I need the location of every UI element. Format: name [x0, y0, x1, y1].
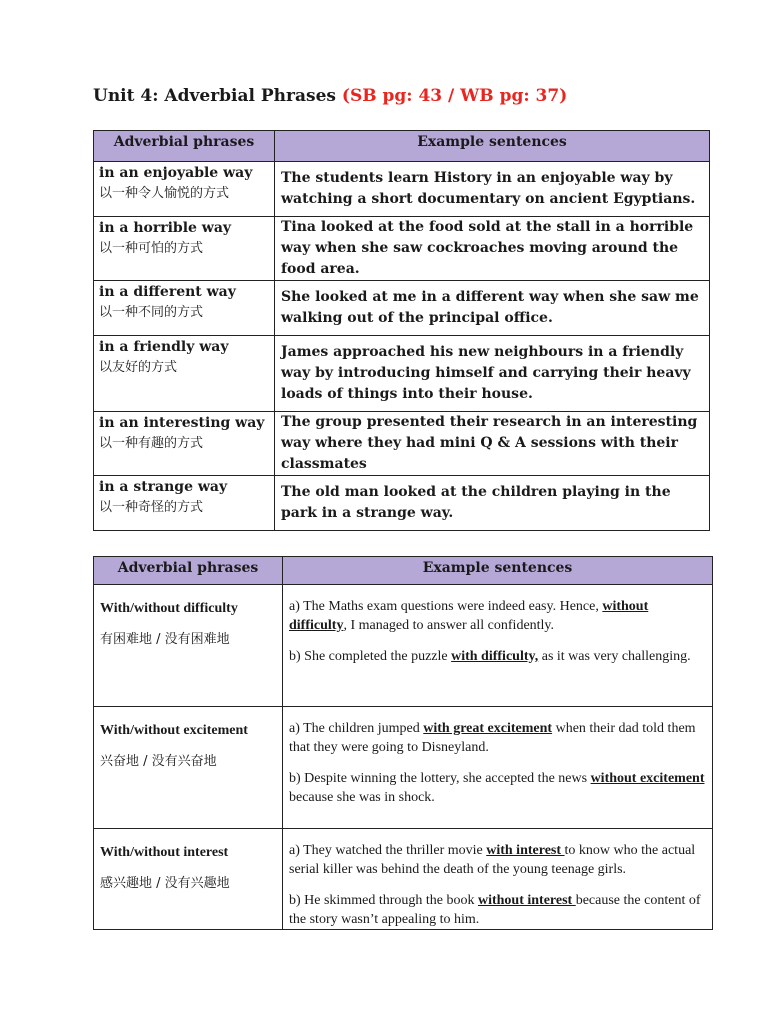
- highlighted-phrase: with great excitement: [423, 721, 553, 736]
- example-sentence: Tina looked at the food sold at the stall in a horrible way when she saw cockroaches moving around the food area.: [275, 217, 710, 281]
- phrase-cell: [94, 412, 275, 476]
- highlighted-phrase: without difficulty: [289, 599, 649, 633]
- phrase-chinese: 以友好的方式: [99, 360, 178, 375]
- example-a: a) The Maths exam questions were indeed easy. Hence, without difficulty, I managed to answer all confidently.: [289, 599, 649, 633]
- highlighted-phrase: with difficulty,: [451, 649, 539, 664]
- phrase-cell: [94, 281, 275, 336]
- example-b: b) Despite winning the lottery, she accepted the news without excitement because she was in shock.: [289, 771, 705, 805]
- page-title: [93, 86, 567, 106]
- phrase-cell: [94, 585, 283, 707]
- highlighted-phrase: without interest: [477, 893, 576, 908]
- example-sentence: She looked at me in a different way when she saw me walking out of the principal office.: [275, 281, 710, 336]
- example-sentences-cell: [283, 585, 713, 707]
- phrase-cell: [94, 476, 275, 531]
- table-row: [94, 162, 710, 217]
- phrase-cell: [94, 707, 283, 829]
- phrase-chinese: 以一种奇怪的方式: [99, 500, 204, 515]
- column-header-examples: Example sentences: [283, 557, 713, 585]
- phrase-chinese: 以一种不同的方式: [99, 305, 204, 320]
- phrase-cell: [94, 336, 275, 412]
- example-sentences-cell: [283, 829, 713, 930]
- phrase-english: in a friendly way: [99, 339, 229, 355]
- phrase-cell: [94, 162, 275, 217]
- table-row: [94, 707, 713, 829]
- example-sentences-cell: [283, 707, 713, 829]
- example-b: b) She completed the puzzle with difficulty, as it was very challenging.: [289, 649, 691, 664]
- column-header-phrases: Adverbial phrases: [94, 131, 275, 162]
- phrase-english: With/without excitement: [100, 723, 248, 738]
- phrase-chinese: 以一种有趣的方式: [99, 436, 204, 451]
- phrase-english: in a strange way: [99, 479, 228, 495]
- table-row: [94, 829, 713, 930]
- example-a: a) They watched the thriller movie with interest to know who the actual serial killer was behind the death of the young teenage girls.: [289, 843, 696, 877]
- example-a: a) The children jumped with great excitement when their dad told them that they were going to Disneyland.: [289, 721, 696, 755]
- phrase-chinese: 以一种可怕的方式: [99, 241, 204, 256]
- example-sentence: The old man looked at the children playing in the park in a strange way.: [275, 476, 710, 531]
- phrase-cell: [94, 217, 275, 281]
- phrase-chinese: 兴奋地 / 没有兴奋地: [100, 754, 217, 769]
- phrase-english: With/without interest: [100, 845, 229, 860]
- table-row: [94, 217, 710, 281]
- phrase-chinese: 以一种令人愉悦的方式: [99, 186, 230, 201]
- table-row: [94, 476, 710, 531]
- page-reference: (SB pg: 43 / WB pg: 37): [341, 86, 568, 106]
- example-b: b) He skimmed through the book without interest because the content of the story wasn’t appealing to him.: [289, 893, 701, 927]
- table-row: [94, 412, 710, 476]
- adverbial-phrases-table-1: [93, 130, 710, 531]
- unit-title: Unit 4: Adverbial Phrases: [93, 86, 336, 106]
- highlighted-phrase: with interest: [486, 843, 565, 858]
- phrase-english: in a horrible way: [99, 220, 232, 236]
- column-header-phrases: Adverbial phrases: [94, 557, 283, 585]
- table-row: [94, 336, 710, 412]
- adverbial-phrases-table-2: [93, 556, 713, 930]
- phrase-chinese: 感兴趣地 / 没有兴趣地: [100, 876, 230, 891]
- phrase-english: in an enjoyable way: [99, 165, 253, 181]
- phrase-cell: [94, 829, 283, 930]
- phrase-english: in a different way: [99, 284, 236, 300]
- example-sentence: The students learn History in an enjoyable way by watching a short documentary on ancient Egyptians.: [275, 162, 710, 217]
- table-row: [94, 585, 713, 707]
- phrase-english: in an interesting way: [99, 415, 265, 431]
- column-header-examples: Example sentences: [275, 131, 710, 162]
- phrase-chinese: 有困难地 / 没有困难地: [100, 632, 230, 647]
- table-row: [94, 281, 710, 336]
- example-sentence: The group presented their research in an interesting way where they had mini Q & A sessions with their classmates: [275, 412, 710, 476]
- table-header-row: [94, 557, 713, 585]
- example-sentence: James approached his new neighbours in a friendly way by introducing himself and carrying their heavy loads of things into their house.: [275, 336, 710, 412]
- highlighted-phrase: without excitement: [590, 771, 705, 786]
- table-header-row: [94, 131, 710, 162]
- phrase-english: With/without difficulty: [100, 601, 238, 616]
